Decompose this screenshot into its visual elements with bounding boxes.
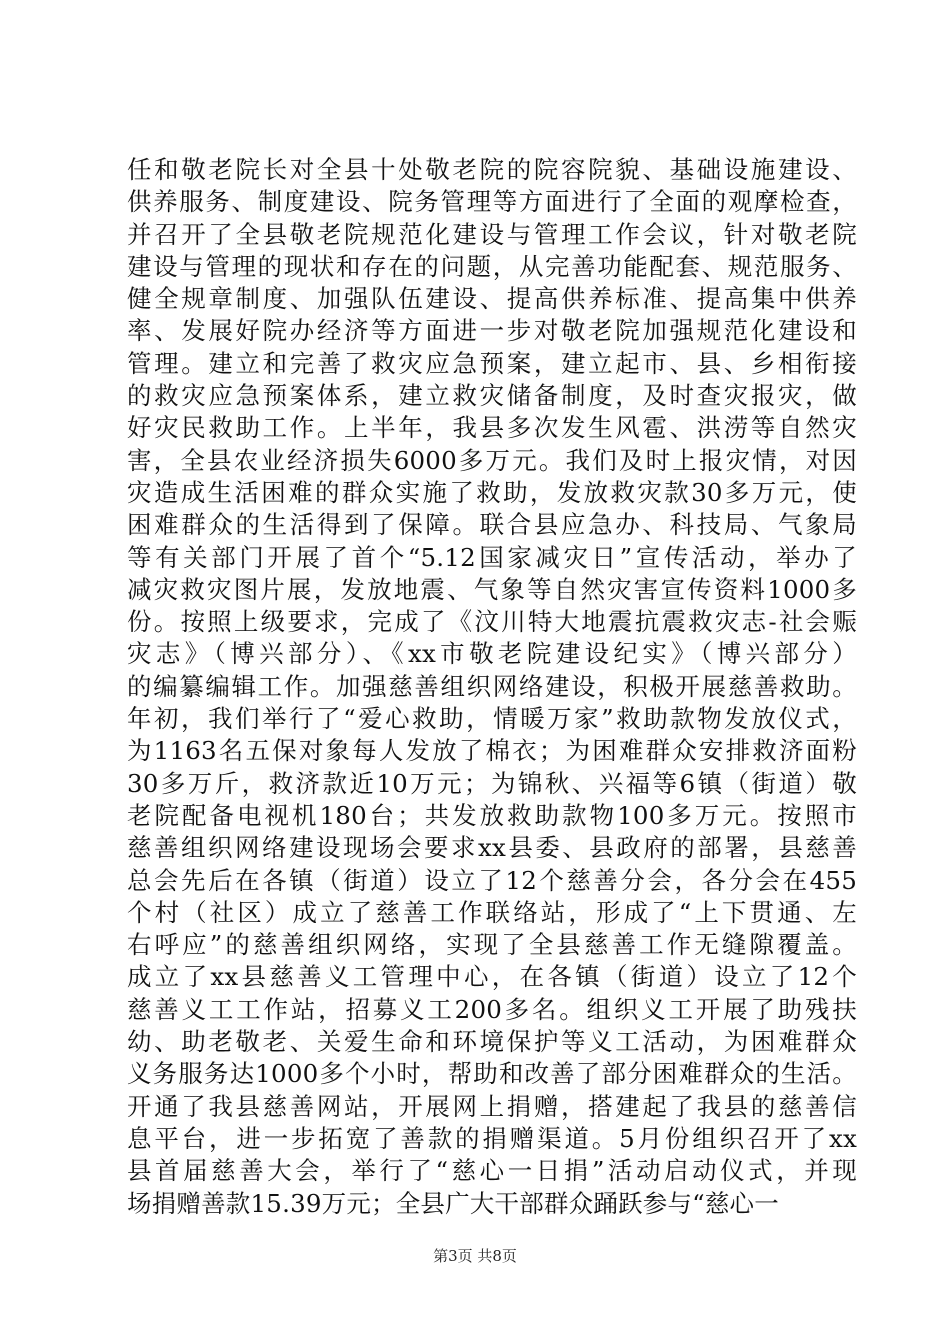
text-line: 的救灾应急预案体系，建立救灾储备制度，及时查灾报灾，做 — [127, 381, 857, 411]
text-line: 管理。建立和完善了救灾应急预案，建立起市、县、乡相衔接 — [127, 348, 857, 378]
text-line: 老院配备电视机180台；共发放救助款物100多万元。按照市 — [127, 800, 857, 830]
text-line: 率、发展好院办经济等方面进一步对敬老院加强规范化建设和 — [127, 316, 857, 346]
text-line: 为1163名五保对象每人发放了棉衣；为困难群众安排救济面粉 — [127, 736, 857, 766]
text-line: 总会先后在各镇（街道）设立了12个慈善分会，各分会在455 — [127, 865, 857, 895]
text-line: 义务服务达1000多个小时，帮助和改善了部分困难群众的生活。 — [127, 1059, 857, 1089]
text-line: 慈善组织网络建设现场会要求xx县委、县政府的部署，县慈善 — [127, 833, 857, 863]
text-line: 害，全县农业经济损失6000多万元。我们及时上报灾情，对因 — [127, 445, 857, 475]
text-line: 灾造成生活困难的群众实施了救助，发放救灾款30多万元，使 — [127, 477, 857, 507]
page-number-label: 第3页 共8页 — [433, 1247, 517, 1265]
text-line: 并召开了全县敬老院规范化建设与管理工作会议，针对敬老院 — [127, 219, 857, 249]
text-line: 成立了xx县慈善义工管理中心，在各镇（街道）设立了12个 — [127, 962, 857, 992]
text-line: 个村（社区）成立了慈善工作联络站，形成了“上下贯通、左 — [127, 897, 857, 927]
page-footer — [0, 1246, 950, 1266]
text-line: 等有关部门开展了首个“5.12国家减灾日”宣传活动，举办了 — [127, 542, 857, 572]
text-line: 右呼应”的慈善组织网络，实现了全县慈善工作无缝隙覆盖。 — [127, 930, 857, 960]
text-line: 减灾救灾图片展，发放地震、气象等自然灾害宣传资料1000多 — [127, 574, 857, 604]
text-line: 县首届慈善大会，举行了“慈心一日捐”活动启动仪式，并现 — [127, 1156, 857, 1186]
text-line: 好灾民救助工作。上半年，我县多次发生风雹、洪涝等自然灾 — [127, 413, 857, 443]
text-line: 30多万斤，救济款近10万元；为锦秋、兴福等6镇（街道）敬 — [127, 768, 857, 798]
text-line: 的编纂编辑工作。加强慈善组织网络建设，积极开展慈善救助。 — [127, 671, 857, 701]
text-line: 慈善义工工作站，招募义工200多名。组织义工开展了助残扶 — [127, 994, 857, 1024]
text-line: 息平台，进一步拓宽了善款的捐赠渠道。5月份组织召开了xx — [127, 1123, 857, 1153]
text-line: 年初，我们举行了“爱心救助，情暖万家”救助款物发放仪式， — [127, 704, 857, 734]
text-line: 灾志》（博兴部分）、《xx市敬老院建设纪实》（博兴部分） — [127, 639, 857, 669]
text-line: 场捐赠善款15.39万元；全县广大干部群众踊跃参与“慈心一 — [127, 1188, 779, 1218]
text-line: 开通了我县慈善网站，开展网上捐赠，搭建起了我县的慈善信 — [127, 1091, 857, 1121]
text-line: 幼、助老敬老、关爱生命和环境保护等义工活动，为困难群众 — [127, 1027, 857, 1057]
body-text — [127, 154, 857, 1220]
text-line: 供养服务、制度建设、院务管理等方面进行了全面的观摩检查， — [127, 187, 857, 217]
text-line: 任和敬老院长对全县十处敬老院的院容院貌、基础设施建设、 — [127, 155, 857, 184]
text-line: 份。按照上级要求，完成了《汶川特大地震抗震救灾志-社会赈 — [127, 607, 857, 637]
text-line: 健全规章制度、加强队伍建设、提高供养标准、提高集中供养 — [127, 284, 857, 314]
text-line: 建设与管理的现状和存在的问题，从完善功能配套、规范服务、 — [127, 251, 857, 281]
text-line: 困难群众的生活得到了保障。联合县应急办、科技局、气象局 — [127, 510, 857, 540]
